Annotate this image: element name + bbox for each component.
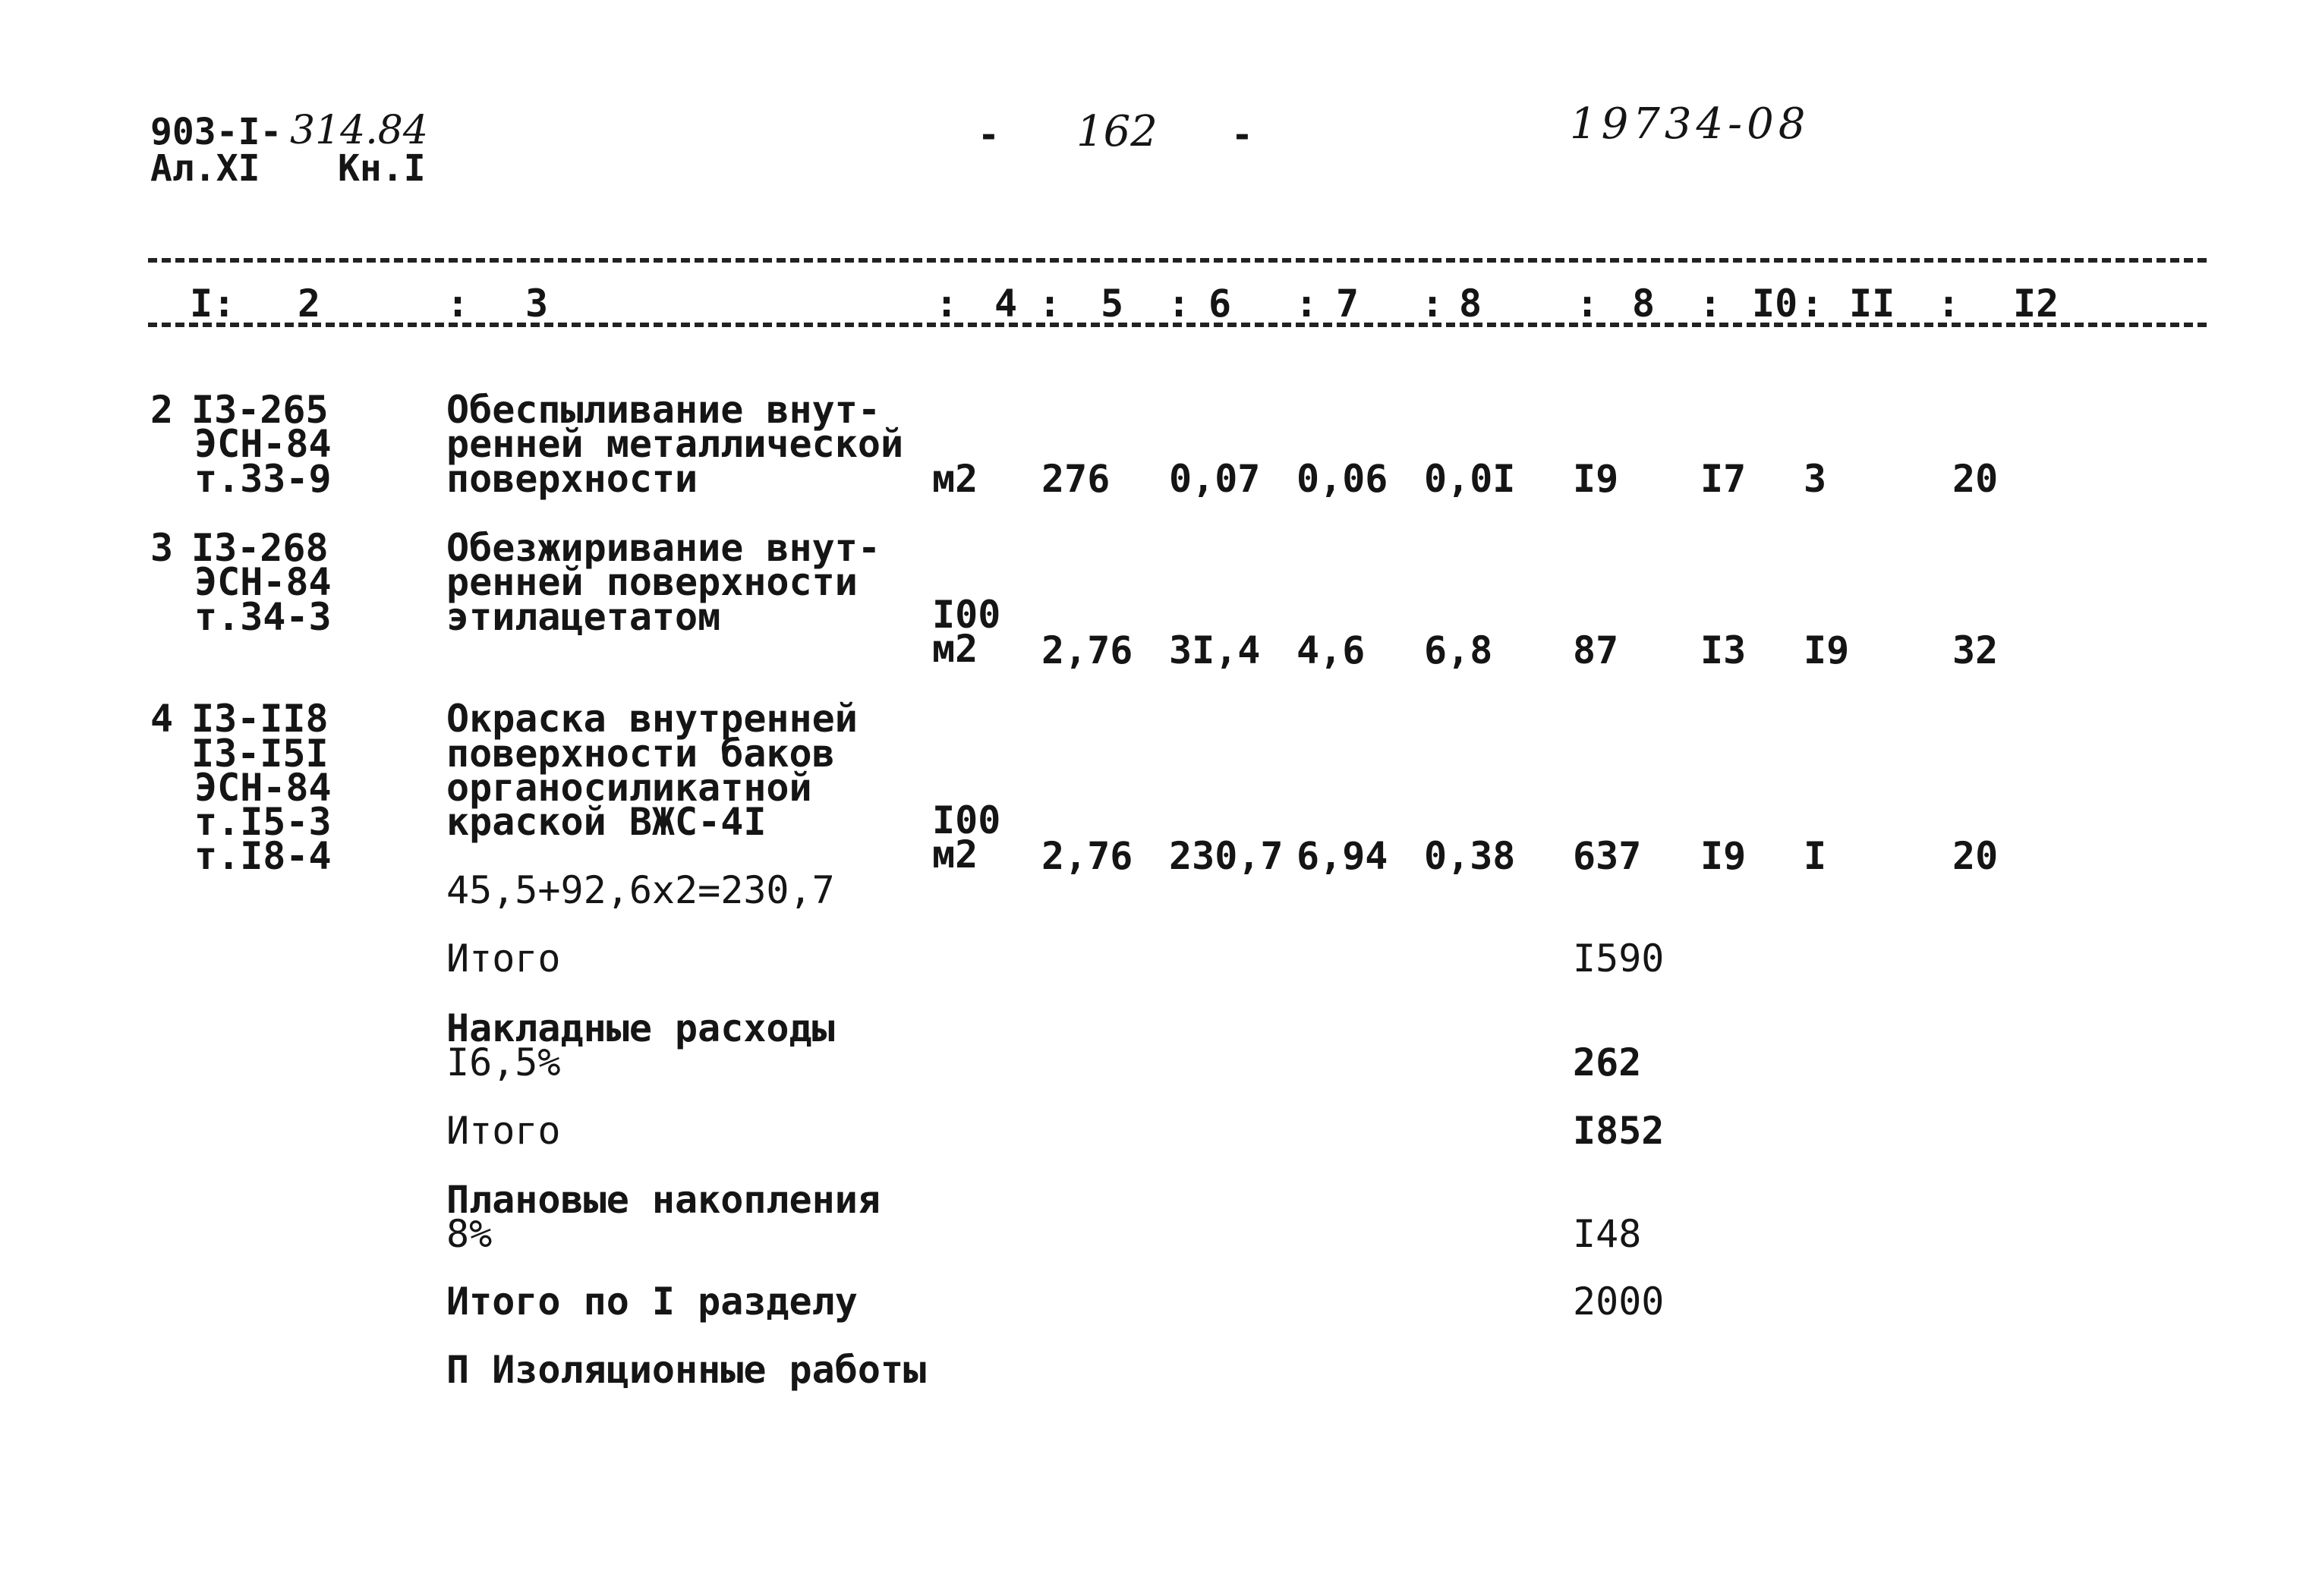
value-col-8: 0,0I (1424, 457, 1516, 501)
value-col-10: I9 (1700, 834, 1747, 878)
col-3-separator: : (446, 282, 470, 326)
col-10-separator: : (1699, 282, 1722, 326)
work-description-line: органосиликатной (446, 766, 812, 810)
value-col-7: 6,94 (1296, 834, 1388, 878)
subtotal-label: Итого (446, 937, 561, 981)
subtotal-label: Итого (446, 1109, 561, 1153)
unit-line: м2 (932, 627, 978, 671)
row-number: 3 (150, 526, 174, 570)
overhead-value: 262 (1573, 1040, 1642, 1084)
value-col-9: I9 (1573, 457, 1619, 501)
next-section-heading: П Изоляционные работы (446, 1348, 927, 1392)
work-description-line: поверхности баков (446, 732, 835, 776)
col-5-separator: : (1038, 282, 1062, 326)
work-description-line: ренней поверхности (446, 560, 858, 604)
norm-code-line: т.33-9 (194, 457, 332, 501)
work-description-line: этилацетатом (446, 595, 721, 639)
document-number: 19734-08 (1570, 99, 1810, 149)
overhead-rate: I6,5% (446, 1040, 561, 1084)
quantity: 276 (1041, 457, 1111, 501)
col-4-separator: : (935, 282, 959, 326)
series-handwritten-number: 314.84 (290, 108, 428, 153)
col-2-label: 2 (298, 282, 321, 326)
value-col-8: 6,8 (1424, 628, 1493, 672)
value-col-9: 637 (1573, 834, 1642, 878)
work-description-line: Обеспыливание внут- (446, 388, 881, 432)
value-col-11: I (1804, 834, 1827, 878)
section-total-value: 2000 (1573, 1280, 1665, 1324)
unit-line: м2 (932, 833, 978, 877)
row-number: 2 (150, 388, 174, 432)
value-col-6: 0,07 (1169, 457, 1261, 501)
planned-savings-rate: 8% (446, 1212, 493, 1256)
col-6-separator: : (1167, 282, 1191, 326)
work-description-line: ренней металлической (446, 422, 904, 466)
overhead-label: Накладные расходы (446, 1006, 835, 1050)
norm-code-line: ЭСН-84 (194, 766, 332, 810)
col-7-label: 7 (1336, 282, 1359, 326)
col-10-label: I0 (1752, 282, 1798, 326)
norm-code-line: I3-II8 (191, 697, 329, 741)
page-dash-left: - (978, 114, 1000, 156)
col-5-label: 5 (1101, 282, 1124, 326)
col-8-label: 8 (1459, 282, 1482, 326)
norm-code-line: т.I8-4 (194, 834, 332, 878)
value-col-8: 0,38 (1424, 834, 1516, 878)
quantity: 2,76 (1041, 628, 1133, 672)
value-col-11: 3 (1804, 457, 1827, 501)
value-col-10: I7 (1700, 457, 1747, 501)
area-calculation: 45,5+92,6x2=230,7 (446, 868, 835, 912)
col-3-label: 3 (525, 282, 549, 326)
col-12-label: I2 (2013, 282, 2059, 326)
col-7-separator: : (1295, 282, 1319, 326)
value-col-12: 32 (1952, 628, 1999, 672)
norm-code-line: т.34-3 (194, 595, 332, 639)
col-9-label: 8 (1632, 282, 1656, 326)
work-description-line: Окраска внутренней (446, 697, 858, 741)
norm-code-line: ЭСН-84 (194, 422, 332, 466)
col-4-label: 4 (994, 282, 1018, 326)
subtotal-value: I852 (1573, 1109, 1665, 1153)
value-col-7: 4,6 (1296, 628, 1366, 672)
value-col-12: 20 (1952, 834, 1999, 878)
norm-code-line: I3-265 (191, 388, 329, 432)
col-9-separator: : (1576, 282, 1599, 326)
col-12-separator: : (1937, 282, 1961, 326)
unit-line: I00 (932, 798, 1001, 842)
header-top-rule (148, 258, 2207, 263)
value-col-10: I3 (1700, 628, 1747, 672)
col-11-label: II (1849, 282, 1895, 326)
series-code: 903-I- (150, 111, 282, 153)
norm-code-line: I3-I5I (191, 732, 329, 776)
value-col-12: 20 (1952, 457, 1999, 501)
value-col-9: 87 (1573, 628, 1619, 672)
planned-savings-label: Плановые накопления (446, 1178, 881, 1222)
row-number: 4 (150, 697, 174, 741)
work-description-line: краской ВЖС-4I (446, 800, 767, 844)
norm-code-line: т.I5-3 (194, 800, 332, 844)
col-6-label: 6 (1208, 282, 1232, 326)
value-col-11: I9 (1804, 628, 1850, 672)
norm-code-line: ЭСН-84 (194, 560, 332, 604)
planned-savings-value: I48 (1573, 1212, 1642, 1256)
quantity: 2,76 (1041, 834, 1133, 878)
col-8-separator: : (1421, 282, 1445, 326)
work-description-line: Обезжиривание внут- (446, 526, 881, 570)
page-number: 162 (1076, 107, 1158, 156)
col-1-label: I: (190, 282, 236, 326)
page-dash-right: - (1231, 114, 1253, 156)
value-col-6: 230,7 (1169, 834, 1284, 878)
book-label: Кн.I (338, 147, 426, 190)
work-description-line: поверхности (446, 457, 698, 501)
norm-code-line: I3-268 (191, 526, 329, 570)
value-col-6: 3I,4 (1169, 628, 1261, 672)
section-total-label: Итого по I разделу (446, 1280, 858, 1324)
value-col-7: 0,06 (1296, 457, 1388, 501)
subtotal-value: I590 (1573, 937, 1665, 981)
col-11-separator: : (1801, 282, 1824, 326)
unit: м2 (932, 457, 978, 501)
album-label: Ал.XI (150, 147, 260, 190)
unit-line: I00 (932, 593, 1001, 637)
